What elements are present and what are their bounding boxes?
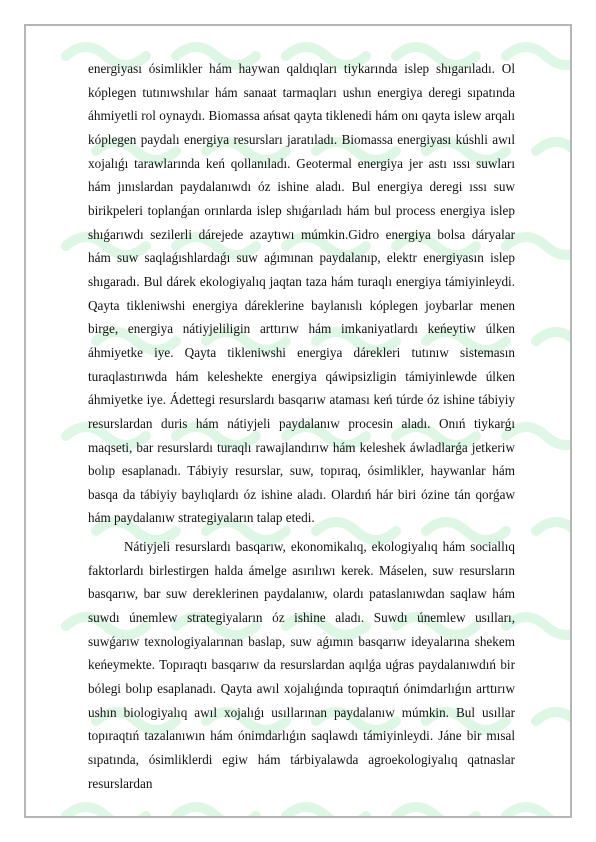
watermark-stroke — [536, 332, 572, 350]
document-body — [88, 57, 515, 795]
document-page — [24, 24, 572, 818]
watermark-stroke — [396, 807, 476, 818]
watermark-stroke — [176, 807, 256, 818]
watermark-stroke — [506, 237, 572, 255]
paragraph-2: Nátiyjeli resurslardı basqarıw, ekonomikalıq, ekologiyalıq hám sociallıq faktorlardı birlestirgen halda ámelge asırılıwı kerek. Máselen, suw resursların basqarıw, bar suw dereklerinen paydalanıw, olardı pataslanıwdan saqlaw hám suwdı únemlew strategiyaların óz ishine aladı. Suwdı únemlew usılları, suwǵarıw texnologiyalarınan baslap, suw aǵımın basqarıw ideyalarına shekem keńeymekte. Topıraqtı basqarıw da resurslardan aqılǵa uǵras paydalanıwdıń bir bólegi bolıp esaplanadı. Qayta awıl xojalıǵında topıraqtıń ónimdarlıǵın arttırıw ushın biologiyalıq awıl xojalıǵı usıllarınan paydalanıw múmkin. Bul usıllar topıraqtıń tazalanıwın hám ónimdarlıǵın saqlawdı támiyinleydi. Jáne bir mısal sıpatında, ósimliklerdi egiw hám tárbiyalawda agroekologiyalıq qatnaslar resurslardan — [88, 539, 515, 791]
watermark-stroke — [506, 47, 572, 65]
watermark-stroke — [536, 142, 572, 160]
paragraph-1: energiyası ósimlikler hám haywan qaldıqları tiykarında islep shıgarıladı. Ol kóplegen tutınıwshılar hám sanaat tarmaqları ushın energiya deregi sıpatında áhmiyetli rol oynaydı. Biomassa ańsat qayta tiklenedi hám onı qayta islew arqalı kóplegen paydalı energiya resursları jaratıladı. Biomassa energiyası kúshli awıl xojalıǵı tarawlarında keń qollanıladı. Geotermal energiya jer astı ıssı suwları hám jınıslardan paydalanıwdı óz ishine aladı. Bul energiya deregi ıssı suw birikpeleri toplanǵan orınlarda islep shıǵarıladı hám bul process energiya islep shıǵarıwdı sezilerli dárejede azaytıwı múmkin.Gidro energiya bolsa dáryalar hám suw saqlaǵıshlardaǵı suw aǵımınan paydalanıp, elektr energiyasın islep shıgaradı. Bul dárek ekologiyalıq jaqtan taza hám turaqlı energiya támiyinleydi. Qayta tikleniwshi energiya dáreklerine baylanıslı kóplegen joybarlar menen birge, energiya nátiyjeliligin arttırıw hám imkaniyatlardı keńeytiw úlken áhmiyetke iye. Qayta tikleniwshi energiya dárekleri tutınıw sistemasın turaqlastırıwda hám keleshekte energiya qáwipsizligin támiyinlewde úlken áhmiyetke iye. Ádettegi resurslardı basqarıw ataması keń túrde óz ishine tábiyiy resurslardan duris hám nátiyjeli paydalanıw procesin aladı. Onıń tiykarǵı maqseti, bar resurslardı turaqlı rawajlandırıw hám keleshek áwladlarǵa jetkeriw bolıp esaplanadı. Tábiyiy resurslar, suw, topıraq, ósimlikler, haywanlar hám basqa da tábiyiy baylıqlardı óz ishine aladı. Olardıń hár biri ózine tán qorǵaw hám paydalanıw strategiyaların talap etedi. — [88, 61, 515, 526]
watermark-stroke — [506, 807, 572, 818]
watermark-stroke — [506, 427, 572, 445]
watermark-stroke — [66, 807, 146, 818]
watermark-stroke — [536, 522, 572, 540]
watermark-stroke — [536, 712, 572, 730]
watermark-stroke — [286, 807, 366, 818]
watermark-stroke — [506, 617, 572, 635]
